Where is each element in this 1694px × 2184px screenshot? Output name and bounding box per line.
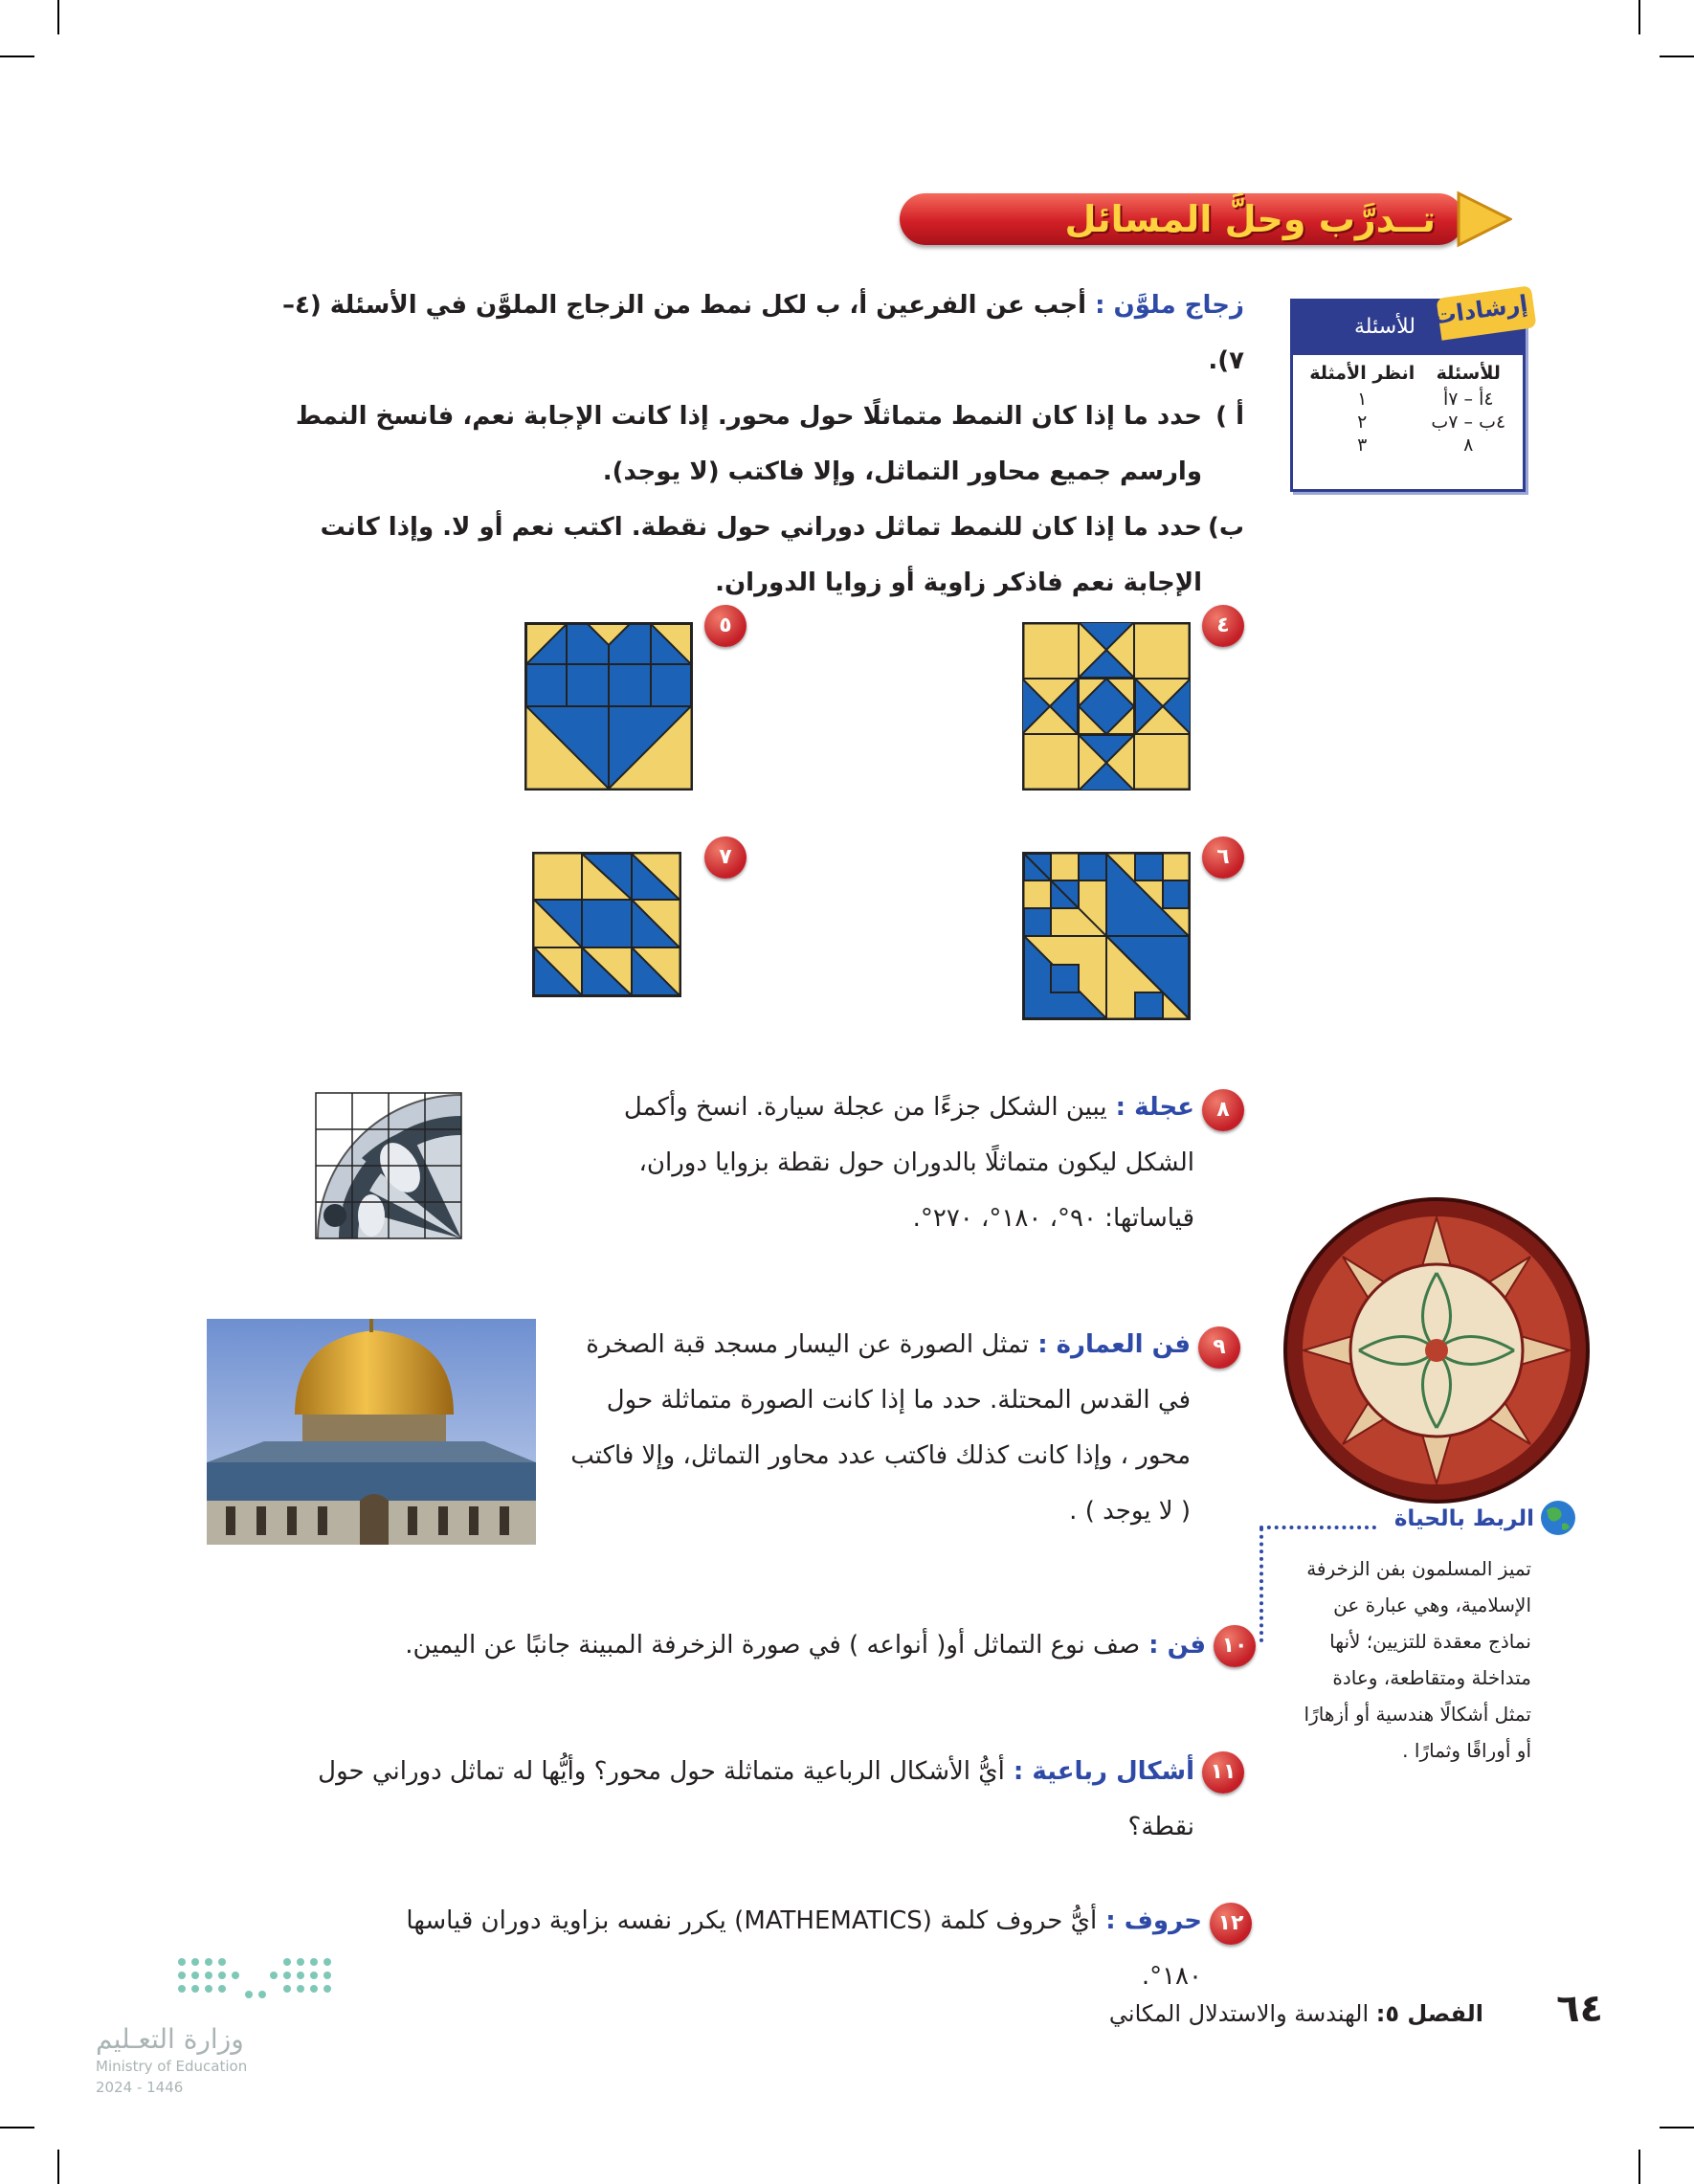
part-text: حدد ما إذا كان للنمط تماثل دوراني حول نقطة. اكتب نعم أو لا. وإذا كانت الإجابة نعم فاذكر زاوية أو زوايا الدوران. [320,513,1202,597]
crop-mark [57,2150,59,2184]
dotted-divider [1259,1527,1263,1642]
section-title: تــدرَّب وحلَّ المسائل [1064,198,1436,240]
stained-glass-pattern-5 [524,622,693,791]
question-text: أجب عن الفرعين أ، ب لكل نمط من الزجاج الملوَّن في الأسئلة (٤–٧). [281,291,1244,375]
part-label: أ ) [1215,402,1244,431]
part-b [258,500,1244,611]
crop-mark [1638,0,1640,34]
pattern-number: ٥ [704,605,747,647]
ministry-name-ar: وزارة التعـليم [96,2023,244,2055]
crop-mark [57,0,59,34]
crop-mark [0,56,34,57]
section-banner [900,186,1512,253]
table-row [1301,434,1513,457]
hints-cell: ٢ [1357,412,1368,433]
stained-glass-pattern-4 [1022,622,1191,791]
question-number: ٨ [1202,1089,1244,1131]
question-title: زجاج ملوَّن [1113,291,1244,320]
hints-col-examples: انظر الأمثلة [1309,363,1415,384]
part-text: حدد ما إذا كان النمط متماثلًا حول محور. إذا كانت الإجابة نعم، فانسخ النمط وارسم جميع محاور التماثل، وإلا فاكتب (لا يوجد). [295,402,1202,486]
chapter-label: الفصل ٥: [1375,2000,1483,2027]
question-title: أشكال رباعية [1032,1757,1194,1786]
question-title: عجلة [1134,1093,1194,1122]
hints-table [1301,363,1513,457]
life-connection-text: تميز المسلمون بفن الزخرفة الإسلامية، وهي عبارة عن نماذج معقدة للتزيين؛ لأنها متداخلة ومتقاطعة، وعادة تمثل أشكالًا هندسية أو أزهارًا أو أوراقًا وثمارًا . [1304,1557,1531,1762]
pattern-number: ٤ [1202,605,1244,647]
life-connection-title: الربط بالحياة [1393,1506,1534,1531]
stained-glass-pattern-6 [1022,852,1191,1020]
chapter-title: الهندسة والاستدلال المكاني [1108,2000,1370,2027]
hints-heading: للأسئلة [1354,315,1415,339]
triangle-pointer-icon [1455,189,1512,249]
question-12: حروف : أيُّ حروف كلمة (MATHEMATICS) يكرر نفسه بزاوية دوران قياسها ١٨٠°. [406,1906,1202,1991]
question-title: فن [1167,1631,1206,1660]
question-text: أيُّ حروف كلمة (MATHEMATICS) يكرر نفسه بزاوية دوران قياسها ١٨٠°. [406,1906,1202,1991]
question-title: فن العمارة [1056,1330,1191,1359]
pattern-number: ٧ [704,836,747,879]
stained-glass-intro: زجاج ملوَّن : أجب عن الفرعين أ، ب لكل نمط من الزجاج الملوَّن في الأسئلة (٤–٧). [281,291,1244,375]
ministry-year: 2024 - 1446 [96,2079,184,2096]
question-title: حروف [1124,1906,1202,1935]
islamic-ornament-image [1282,1196,1591,1504]
question-text: صف نوع التماثل أو( أنواعه ) في صورة الزخرفة المبينة جانبًا عن اليمين. [405,1631,1141,1660]
hints-tag-label: إرشادات [1431,290,1529,330]
dome-of-the-rock-photo [207,1319,536,1545]
stained-glass-question [258,278,1244,611]
crop-mark [1660,2127,1694,2128]
hints-box [1290,290,1529,492]
part-a [258,389,1244,500]
question-text: تمثل الصورة عن اليسار مسجد قبة الصخرة في القدس المحتلة. حدد ما إذا كانت الصورة متماثلة حول محور ، وإذا كانت كذلك فاكتب عدد محاور التماثل، وإلا فاكتب ( لا يوجد ) . [570,1330,1191,1526]
ministry-name-en: Ministry of Education [96,2058,248,2075]
hints-cell: ٣ [1357,435,1368,456]
question-number: ١٢ [1210,1903,1252,1945]
dotted-divider [1259,1526,1376,1529]
question-10: فن : صف نوع التماثل أو( أنواعه ) في صورة الزخرفة المبينة جانبًا عن اليمين. [405,1631,1206,1660]
page-number: ٦٤ [1556,1987,1603,2031]
hints-cell: ٤ب – ٧ب [1431,412,1506,433]
crop-mark [1638,2150,1640,2184]
crop-mark [0,2127,34,2128]
question-number: ١١ [1202,1751,1244,1794]
footer-chapter [1101,2000,1483,2027]
table-row [1301,411,1513,434]
hints-cell: ٨ [1463,435,1474,456]
stained-glass-pattern-7 [532,852,681,997]
table-row [1301,388,1513,411]
question-11: أشكال رباعية : أيُّ الأشكال الرباعية متماثلة حول محور؟ وأيُّها له تماثل دوراني حول نقطة؟ [318,1757,1194,1841]
question-9: فن العمارة : تمثل الصورة عن اليسار مسجد قبة الصخرة في القدس المحتلة. حدد ما إذا كانت الصورة متماثلة حول محور ، وإذا كانت كذلك فاكتب عدد محاور التماثل، وإلا فاكتب ( لا يوجد ) . [570,1330,1191,1526]
question-number: ١٠ [1214,1625,1256,1667]
globe-icon [1539,1499,1577,1537]
pattern-number: ٦ [1202,836,1244,879]
crop-mark [1660,56,1694,57]
wheel-grid-figure [314,1091,463,1240]
hints-cell: ١ [1357,389,1368,410]
hints-col-questions: للأسئلة [1436,363,1501,384]
part-label: ب) [1207,513,1244,542]
hints-cell: ٤أ – ٧أ [1443,389,1494,410]
question-text: أيُّ الأشكال الرباعية متماثلة حول محور؟ وأيُّها له تماثل دوراني حول نقطة؟ [318,1757,1194,1841]
question-8: عجلة : يبين الشكل جزءًا من عجلة سيارة. انسخ وأكمل الشكل ليكون متماثلًا بالدوران حول نقطة بزوايا دوران، قياساتها: ٩٠°، ١٨٠°، ٢٧٠°. [623,1093,1194,1233]
question-text: يبين الشكل جزءًا من عجلة سيارة. انسخ وأكمل الشكل ليكون متماثلًا بالدوران حول نقطة بزوايا دوران، قياساتها: ٩٠°، ١٨٠°، ٢٧٠°. [623,1093,1194,1233]
ministry-logo-dots [172,1952,345,2006]
question-number: ٩ [1198,1326,1240,1369]
